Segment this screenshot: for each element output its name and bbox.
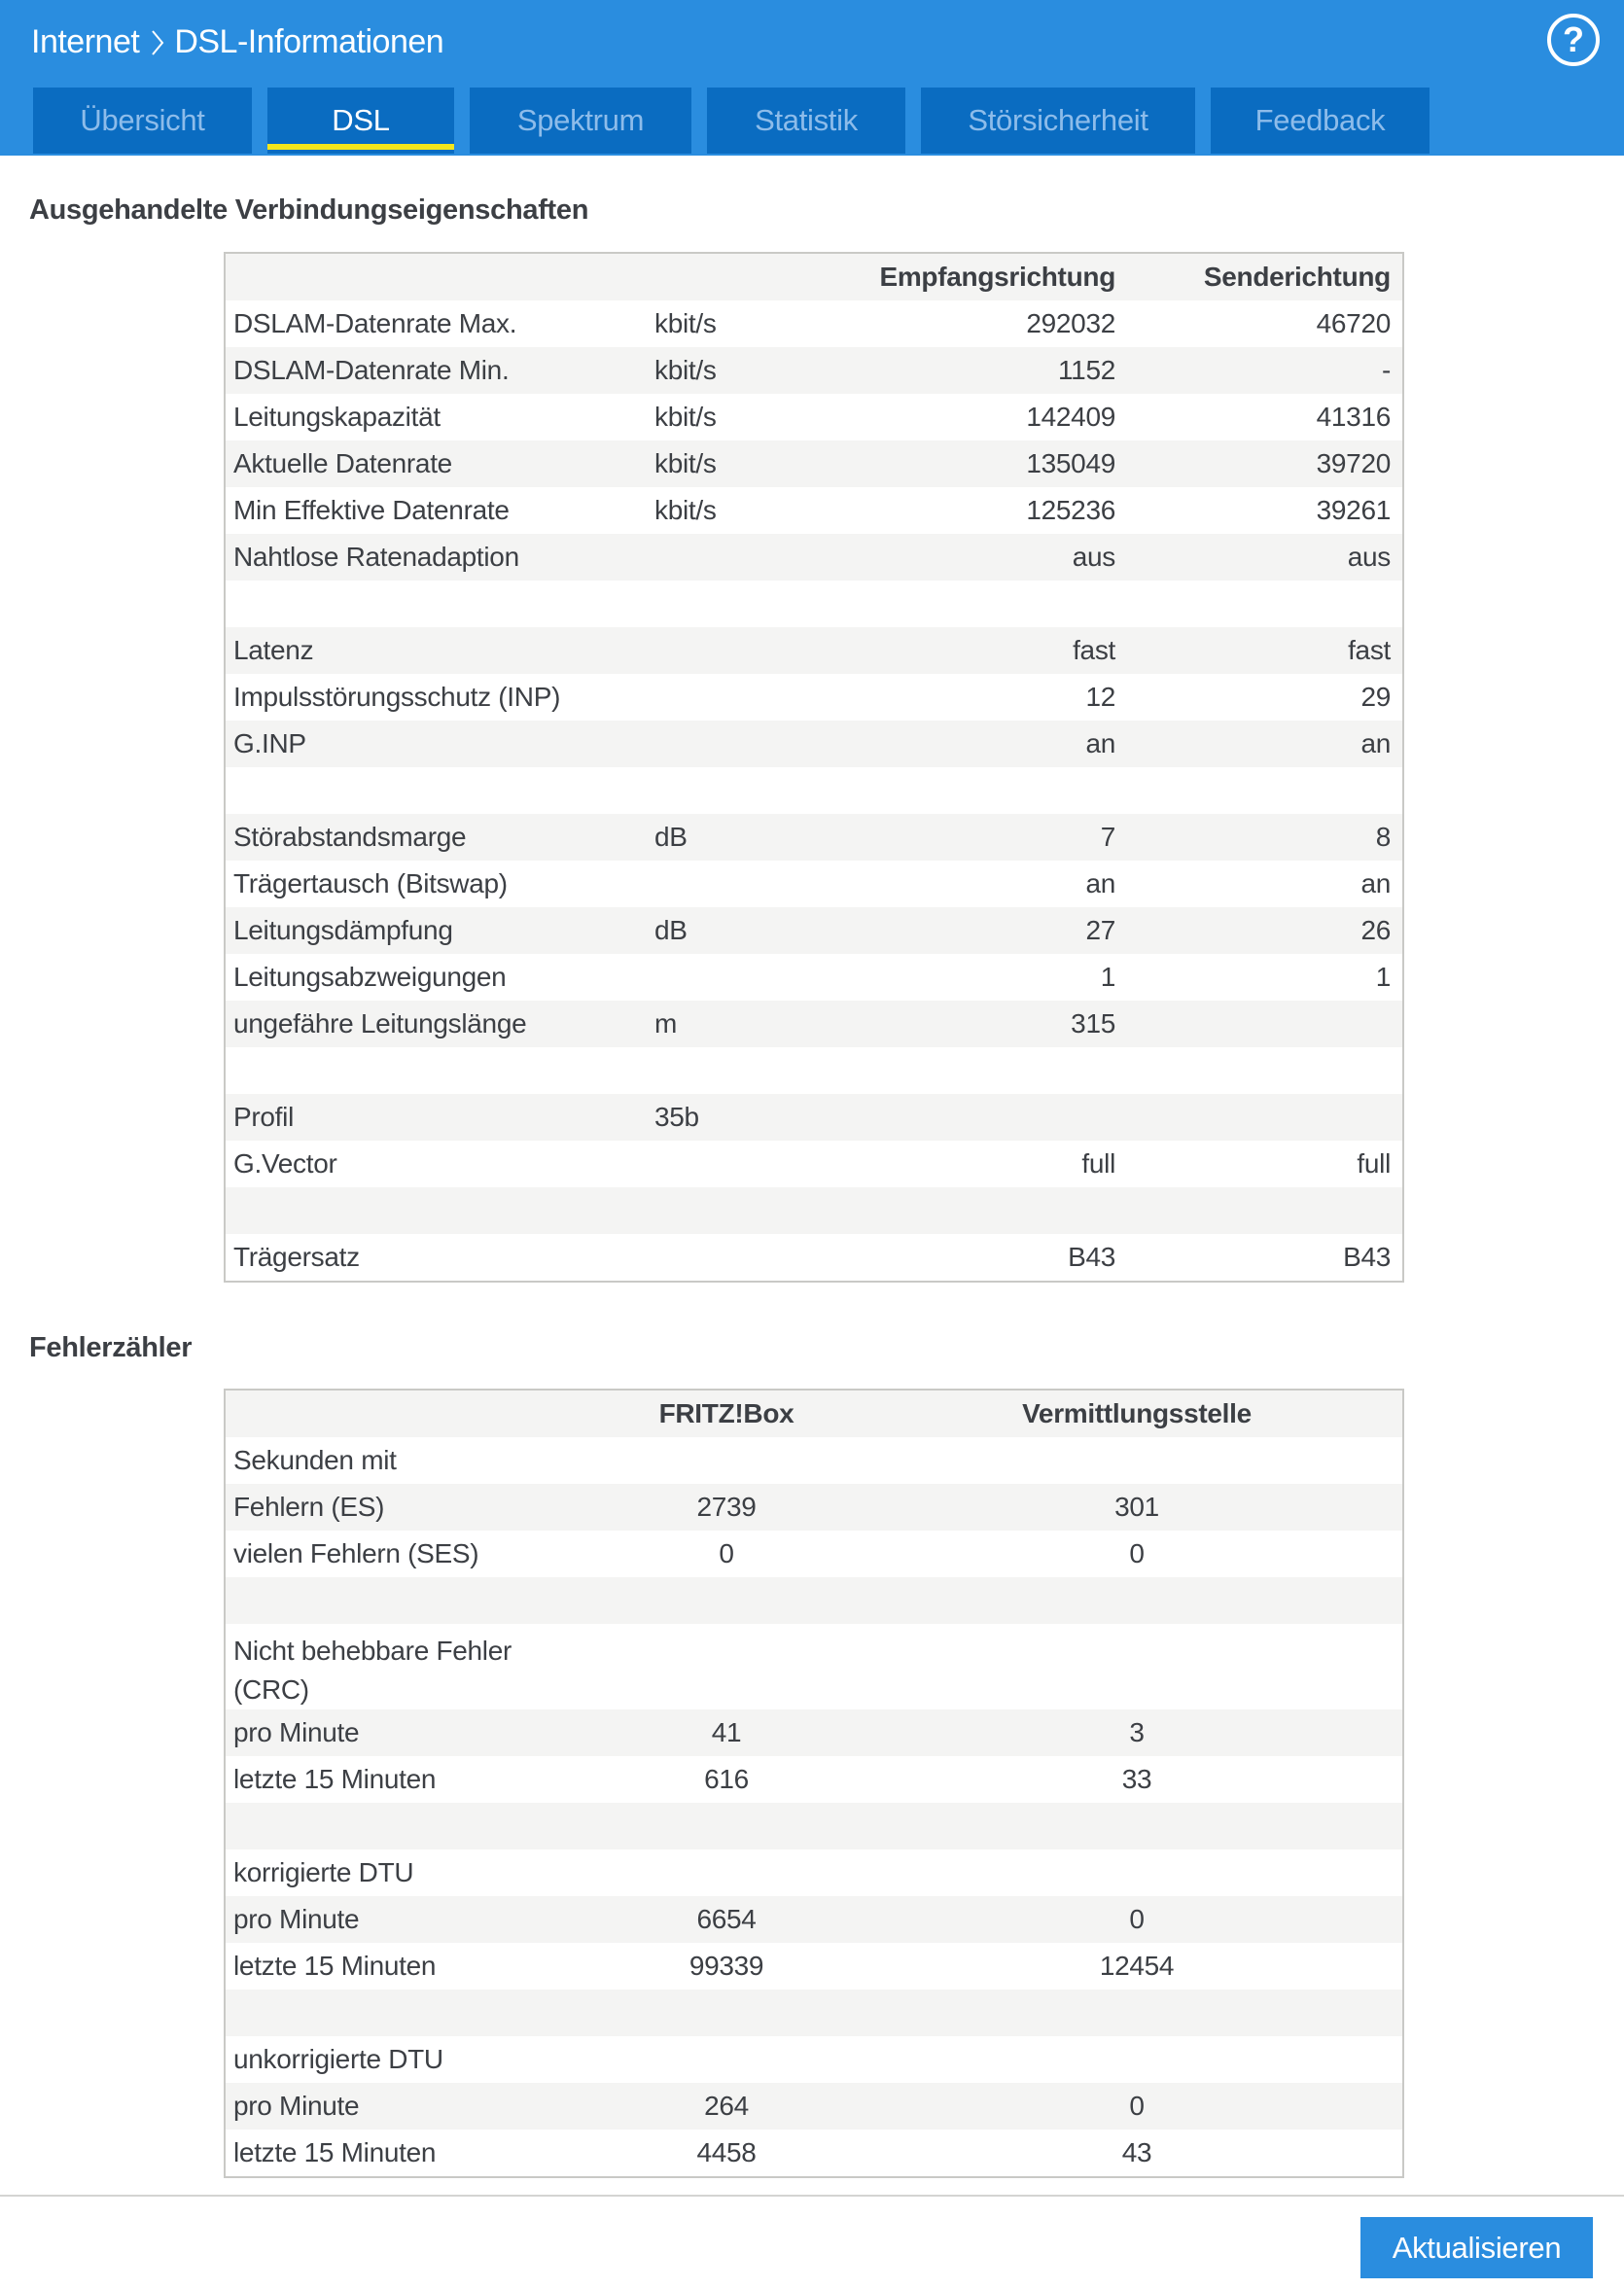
row-unit: dB bbox=[654, 915, 688, 945]
header-fritzbox: FRITZ!Box bbox=[658, 1398, 794, 1428]
table-row bbox=[226, 2130, 1402, 2176]
row-downstream-value: an bbox=[1085, 868, 1115, 898]
row-label: DSLAM-Datenrate Max. bbox=[233, 308, 517, 338]
row-label: unkorrigierte DTU bbox=[233, 2044, 443, 2074]
table-row bbox=[226, 1896, 1402, 1943]
table-row bbox=[226, 487, 1402, 534]
table-row bbox=[226, 954, 1402, 1001]
breadcrumb bbox=[31, 19, 443, 64]
row-fritzbox-value: 99339 bbox=[688, 1951, 764, 1981]
row-downstream-value: 7 bbox=[1100, 822, 1115, 852]
row-unit: kbit/s bbox=[654, 308, 717, 338]
row-exchange-value: 43 bbox=[1121, 2137, 1152, 2167]
row-upstream-value: 8 bbox=[1375, 822, 1391, 852]
row-downstream-value: 1152 bbox=[1057, 355, 1115, 385]
row-exchange-value: 3 bbox=[1129, 1717, 1145, 1747]
row-upstream-value: B43 bbox=[1343, 1242, 1391, 1272]
table-row bbox=[226, 627, 1402, 674]
row-exchange-value: 301 bbox=[1114, 1492, 1159, 1522]
row-exchange-value: 33 bbox=[1121, 1764, 1152, 1794]
row-unit: kbit/s bbox=[654, 495, 717, 525]
table-row bbox=[226, 1141, 1402, 1187]
row-label: Leitungskapazität bbox=[233, 402, 441, 432]
row-upstream-value: 26 bbox=[1360, 915, 1391, 945]
tab-dsl[interactable]: DSL bbox=[267, 88, 454, 154]
table-row bbox=[226, 347, 1402, 394]
row-downstream-value: 1 bbox=[1100, 962, 1115, 992]
row-upstream-value: 41316 bbox=[1316, 402, 1391, 432]
row-label: Min Effektive Datenrate bbox=[233, 495, 510, 525]
row-downstream-value: 125236 bbox=[1026, 495, 1115, 525]
table-row bbox=[226, 1803, 1402, 1849]
header-downstream: Empfangsrichtung bbox=[879, 262, 1115, 292]
row-exchange-value: 0 bbox=[1129, 2091, 1145, 2121]
header-upstream: Senderichtung bbox=[1203, 262, 1391, 292]
table-row bbox=[226, 300, 1402, 347]
tab-bar bbox=[0, 88, 1624, 154]
row-upstream-value: 39261 bbox=[1316, 495, 1391, 525]
table-row bbox=[226, 1756, 1402, 1803]
row-downstream-value: 27 bbox=[1085, 915, 1115, 945]
row-label: Leitungsabzweigungen bbox=[233, 962, 507, 992]
row-downstream-value: fast bbox=[1073, 635, 1115, 665]
error-counter-table bbox=[224, 1389, 1404, 2178]
row-upstream-value: - bbox=[1381, 355, 1391, 385]
table-header-row bbox=[226, 1391, 1402, 1437]
table-row bbox=[226, 1577, 1402, 1624]
row-fritzbox-value: 0 bbox=[719, 1538, 734, 1568]
row-fritzbox-value: 264 bbox=[704, 2091, 749, 2121]
table-row bbox=[226, 394, 1402, 440]
row-unit: dB bbox=[654, 822, 688, 852]
table-row bbox=[226, 1047, 1402, 1094]
table-row bbox=[226, 1849, 1402, 1896]
tab-spektrum[interactable]: Spektrum bbox=[470, 88, 691, 154]
row-exchange-value: 0 bbox=[1129, 1538, 1145, 1568]
help-button[interactable] bbox=[1547, 14, 1600, 66]
row-label: letzte 15 Minuten bbox=[233, 1764, 437, 1794]
table-row bbox=[226, 1531, 1402, 1577]
row-fritzbox-value: 41 bbox=[711, 1717, 742, 1747]
row-fritzbox-value: 4458 bbox=[696, 2137, 757, 2167]
row-label: Impulsstörungsschutz (INP) bbox=[233, 682, 561, 712]
table-row bbox=[226, 1187, 1402, 1234]
row-unit: 35b bbox=[654, 1102, 699, 1132]
table-row bbox=[226, 1484, 1402, 1531]
row-downstream-value: aus bbox=[1072, 542, 1115, 572]
row-label: Profil bbox=[233, 1102, 294, 1132]
row-label: pro Minute bbox=[233, 1904, 360, 1934]
row-downstream-value: an bbox=[1085, 728, 1115, 758]
row-label: G.INP bbox=[233, 728, 306, 758]
row-label: vielen Fehlern (SES) bbox=[233, 1538, 479, 1568]
row-downstream-value: 12 bbox=[1085, 682, 1115, 712]
row-label: Nahtlose Ratenadaption bbox=[233, 542, 519, 572]
row-upstream-value: 1 bbox=[1375, 962, 1391, 992]
row-downstream-value: 292032 bbox=[1026, 308, 1115, 338]
row-label: korrigierte DTU bbox=[233, 1857, 414, 1887]
row-exchange-value: 12454 bbox=[1099, 1951, 1175, 1981]
table-row bbox=[226, 907, 1402, 954]
row-upstream-value: full bbox=[1357, 1148, 1391, 1179]
refresh-button[interactable]: Aktualisieren bbox=[1360, 2217, 1593, 2278]
table-row bbox=[226, 861, 1402, 907]
table-row bbox=[226, 581, 1402, 627]
tab-statistik[interactable]: Statistik bbox=[707, 88, 905, 154]
tab-stoersicherheit[interactable]: Störsicherheit bbox=[921, 88, 1195, 154]
breadcrumb-internet[interactable]: Internet bbox=[31, 22, 140, 60]
table-row bbox=[226, 1943, 1402, 1990]
table-row bbox=[226, 2036, 1402, 2083]
row-unit: kbit/s bbox=[654, 448, 717, 478]
row-upstream-value: 46720 bbox=[1316, 308, 1391, 338]
row-upstream-value: an bbox=[1360, 868, 1391, 898]
table-row bbox=[226, 2083, 1402, 2130]
header-exchange: Vermittlungsstelle bbox=[1022, 1398, 1252, 1428]
table-header-row bbox=[226, 254, 1402, 300]
table-row bbox=[226, 721, 1402, 767]
tab-uebersicht[interactable]: Übersicht bbox=[33, 88, 252, 154]
row-label: Störabstandsmarge bbox=[233, 822, 467, 852]
table-row bbox=[226, 674, 1402, 721]
row-downstream-value: 135049 bbox=[1026, 448, 1115, 478]
row-label: Latenz bbox=[233, 635, 314, 665]
row-unit: kbit/s bbox=[654, 355, 717, 385]
breadcrumb-dsl-informationen: DSL-Informationen bbox=[174, 22, 444, 60]
section-title-errors: Fehlerzähler bbox=[29, 1332, 193, 1363]
row-upstream-value: aus bbox=[1347, 542, 1391, 572]
table-row bbox=[226, 1709, 1402, 1756]
row-downstream-value: 315 bbox=[1071, 1008, 1115, 1039]
row-downstream-value: 142409 bbox=[1026, 402, 1115, 432]
table-row bbox=[226, 1437, 1402, 1484]
header-bar bbox=[0, 0, 1624, 156]
row-label: ungefähre Leitungslänge bbox=[233, 1008, 527, 1039]
connection-table bbox=[224, 252, 1404, 1283]
section-title-connection: Ausgehandelte Verbindungseigenschaften bbox=[29, 194, 589, 226]
row-unit: kbit/s bbox=[654, 402, 717, 432]
row-exchange-value: 0 bbox=[1129, 1904, 1145, 1934]
row-downstream-value: full bbox=[1081, 1148, 1115, 1179]
table-row bbox=[226, 440, 1402, 487]
row-label: G.Vector bbox=[233, 1148, 337, 1179]
table-row bbox=[226, 534, 1402, 581]
row-label: Nicht behebbare Fehler (CRC) bbox=[233, 1636, 512, 1705]
row-upstream-value: fast bbox=[1348, 635, 1391, 665]
footer-divider bbox=[0, 2195, 1624, 2197]
question-circle-icon: ? bbox=[1563, 19, 1584, 59]
row-label: pro Minute bbox=[233, 1717, 360, 1747]
table-row bbox=[226, 1624, 1402, 1709]
table-row bbox=[226, 1094, 1402, 1141]
row-label: Aktuelle Datenrate bbox=[233, 448, 452, 478]
row-label: pro Minute bbox=[233, 2091, 360, 2121]
row-upstream-value: 29 bbox=[1360, 682, 1391, 712]
row-label: Trägersatz bbox=[233, 1242, 360, 1272]
row-label: Sekunden mit bbox=[233, 1445, 397, 1475]
row-fritzbox-value: 6654 bbox=[696, 1904, 757, 1934]
table-row bbox=[226, 814, 1402, 861]
row-unit: m bbox=[654, 1008, 678, 1039]
row-label: letzte 15 Minuten bbox=[233, 1951, 437, 1981]
table-row bbox=[226, 1001, 1402, 1047]
chevron-right-icon bbox=[151, 28, 164, 55]
tab-feedback[interactable]: Feedback bbox=[1211, 88, 1430, 154]
table-row bbox=[226, 767, 1402, 814]
row-label: letzte 15 Minuten bbox=[233, 2137, 437, 2167]
row-label: DSLAM-Datenrate Min. bbox=[233, 355, 510, 385]
table-row bbox=[226, 1234, 1402, 1281]
row-label: Trägertausch (Bitswap) bbox=[233, 868, 508, 898]
table-row bbox=[226, 1990, 1402, 2036]
row-fritzbox-value: 616 bbox=[704, 1764, 749, 1794]
row-upstream-value: 39720 bbox=[1316, 448, 1391, 478]
row-label: Leitungsdämpfung bbox=[233, 915, 453, 945]
row-upstream-value: an bbox=[1360, 728, 1391, 758]
row-downstream-value: B43 bbox=[1068, 1242, 1115, 1272]
row-label: Fehlern (ES) bbox=[233, 1492, 385, 1522]
row-fritzbox-value: 2739 bbox=[696, 1492, 757, 1522]
